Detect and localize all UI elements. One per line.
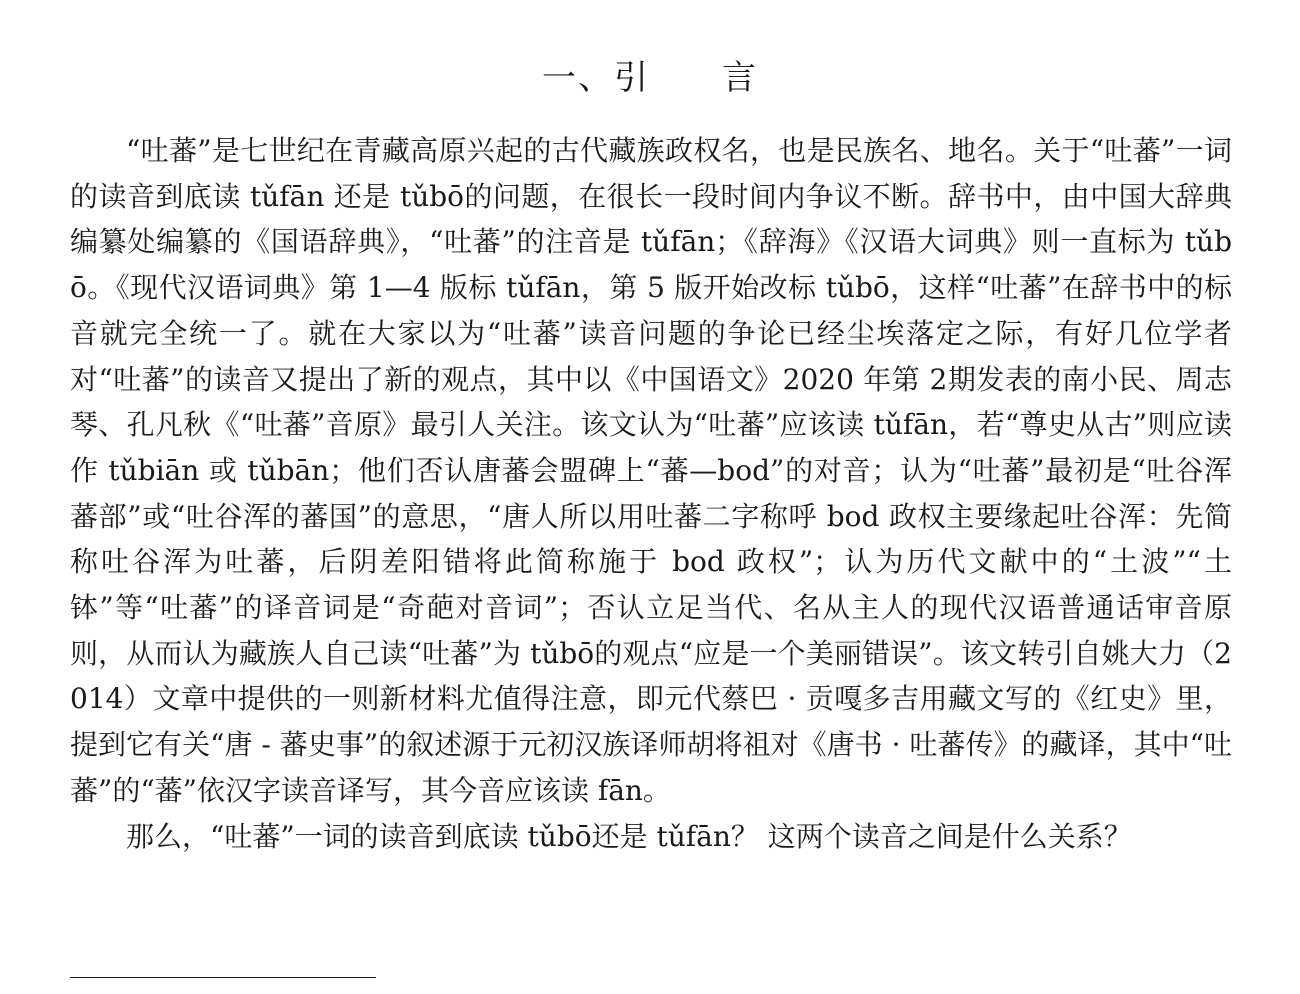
- paragraph-question: 那么，“吐蕃”一词的读音到底读 tǔbō还是 tǔfān？ 这两个读音之间是什么关系？: [126, 819, 1132, 853]
- body-text: [70, 128, 1232, 859]
- footnote-divider: [70, 977, 376, 978]
- section-heading: 一、引 言: [542, 58, 758, 98]
- paragraph-introduction: “吐蕃”是七世纪在青藏高原兴起的古代藏族政权名，也是民族名、地名。关于“吐蕃”一词的读音到底读 tǔfān 还是 tǔbō的问题，在很长一段时间内争议不断。辞书中，由中国大辞典编纂处编纂的《国语辞典》，“吐蕃”的注音是 tǔfān；《辞海》《汉语大词典》则一直标为 tǔbō。《现代汉语词典》第 1—4 版标 tǔfān，第 5 版开始改标 tǔbō，这样“吐蕃”在辞书中的标音就完全统一了。就在大家以为“吐蕃”读音问题的争论已经尘埃落定之际，有好几位学者对“吐蕃”的读音又提出了新的观点，其中以《中国语文》2020 年第 2期发表的南小民、周志琴、孔凡秋《“吐蕃”音原》最引人关注。该文认为“吐蕃”应该读 tǔfān，若“尊史从古”则应读作 tǔbiān 或 tǔbān；他们否认唐蕃会盟碑上“蕃—bod”的对音；认为“吐蕃”最初是“吐谷浑蕃部”或“吐谷浑的蕃国”的意思，“唐人所以用吐蕃二字称呼 bod 政权主要缘起吐谷浑：先简称吐谷浑为吐蕃，后阴差阳错将此简称施于 bod 政权”；认为历代文献中的“土波”“土钵”等“吐蕃”的译音词是“奇葩对音词”；否认立足当代、名从主人的现代汉语普通话审音原则，从而认为藏族人自己读“吐蕃”为 tǔbō的观点“应是一个美丽错误”。该文转引自姚大力（2014）文章中提供的一则新材料尤值得注意，即元代蔡巴 · 贡嘎多吉用藏文写的《红史》里，提到它有关“唐 - 蕃史事”的叙述源于元初汉族译师胡将祖对《唐书 · 吐蕃传》的藏译，其中“吐蕃”的“蕃”依汉字读音译写，其今音应该读 fān。: [70, 134, 1232, 807]
